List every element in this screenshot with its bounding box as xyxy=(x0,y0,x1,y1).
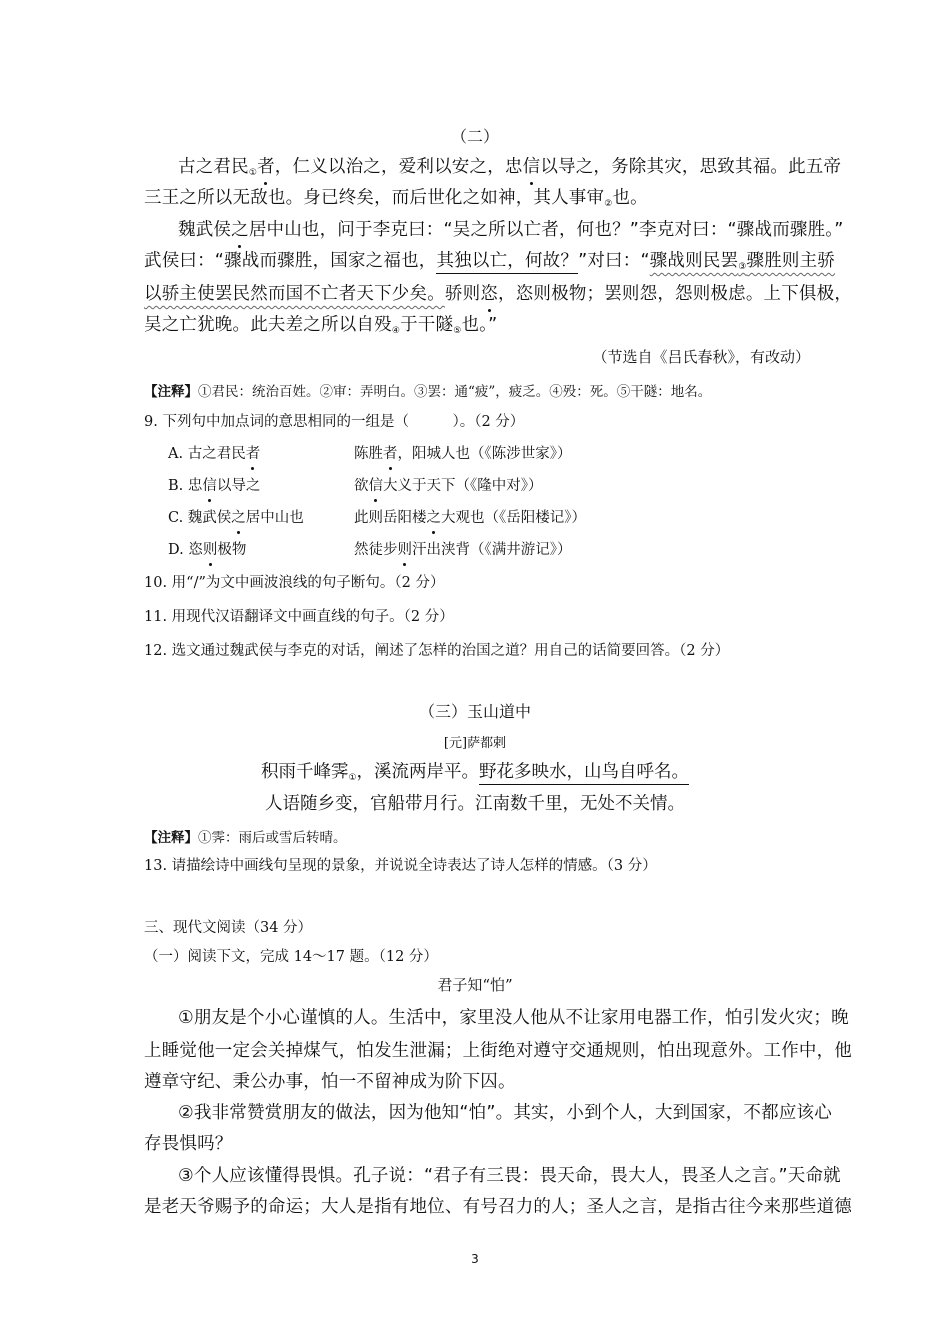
poem-author: [元]萨都剌 xyxy=(443,736,507,751)
paragraph-line: 古之君民$_①$者，仁义以治之，爱利以安之，忠信以导之，务除其灾，思致其福。此五帝 xyxy=(178,153,841,178)
poem-title: （三）玉山道中 xyxy=(418,702,531,721)
paragraph-line: 武侯曰：“骤战而骤胜，国家之福也，其独以亡，何故？”对曰：“骤战则民罢$_③$骤胜则主骄 xyxy=(144,251,835,272)
document-page: （二） 古之君民$_①$者，仁义以治之，爱利以安之，忠信以导之，务除其灾，思致其福。此五帝 三王之所以无敌也。身已终矣，而后世化之如神，其人事审$_②$也。 魏武侯之居中山也，问于李克曰：“吴之所以亡者，何也？”李克对曰：“骤战而骤胜。” 武侯曰：“骤战而骤胜，国家之福也，其独以亡，何故？”对曰：“骤战则民罢$_③$骤胜则主骄 以骄主使罢民然而国不亡者天下少矣。骄则恣，恣则极物；罢则怨，怨则极虑。上下俱极， 吴之亡犹晚。此夫差之所以自殁$_④$于干隧$_⑤$也。” （节选自《吕氏春秋》，有改动） 【注释】①君民：统治百姓。②审：弄明白。③罢：通“疲”，疲乏。④殁：死。⑤干隧：地名。 9. 下列句中加点词的意思相同的一组是（ ）。（2 分） A. 古之君民者 陈胜者，阳城人也（《陈涉世家》） B. 忠信以导之 欲信大义于天下（《隆中对》） C. 魏武侯之居中山也 此则岳阳楼之大观也（《岳阳楼记》） D. 恣则极物 然徒步则汗出浃背（《满井游记》） 10. 用“/”为文中画波浪线的句子断句。（2 分） 11. 用现代汉语翻译文中画直线的句子。（2 分） 12. 选文通过魏武侯与李克的对话，阐述了怎样的治国之道？用自己的话简要回答。（2 分） （三）玉山道中 [元]萨都剌 积雨千峰霁$_①$，溪流两岸平。野花多映水，山鸟自呼名。 人语随乡变，官船带月行。江南数千里，无处不关情。 【注释】①霁：雨后或雪后转晴。 13. 请描绘诗中画线句呈现的景象，并说说全诗表达了诗人怎样的情感。（3 分） 三、现代文阅读（34 分） （一）阅读下文，完成 14～17 题。（12 分） 君子知“怕” ①朋友是个小心谨慎的人。生活中，家里没人他从不让家用电器工作，怕引发火灾；晚 上睡觉他一定会关掉煤气，怕发生泄漏；上街绝对遵守交通规则，怕出现意外。工作中，他 遵章守纪、秉公办事，怕一不留神成为阶下囚。 ②我非常赞赏朋友的做法，因为他知“怕”。其实，小到个人，大到国家，不都应该心 存畏惧吗？ ③个人应该懂得畏惧。孔子说：“君子有三畏：畏天命，畏大人，畏圣人之言。”天命就 是老天爷赐予的命运；大人是指有地位、有号召力的人；圣人之言，是指古往今来那些道德 3 xyxy=(0,0,950,1344)
question-11: 11. 用现代汉语翻译文中画直线的句子。（2 分） xyxy=(144,609,454,625)
annotation-note: 【注释】①君民：统治百姓。②审：弄明白。③罢：通“疲”，疲乏。④殁：死。⑤干隧：地名。 xyxy=(144,384,712,400)
paragraph-line: ③个人应该懂得畏惧。孔子说：“君子有三畏：畏天命，畏大人，畏圣人之言。”天命就 xyxy=(178,1166,841,1186)
wavy-underlined-sentence: 以骄主使罢民然而国不亡者天下少矣。 xyxy=(144,284,445,304)
underlined-sentence: 其独以亡，何故？ xyxy=(436,251,578,274)
paragraph-line: 吴之亡犹晚。此夫差之所以自殁$_④$于干隧$_⑤$也。” xyxy=(144,315,498,336)
question-10: 10. 用“/”为文中画波浪线的句子断句。（2 分） xyxy=(144,575,445,591)
question-13: 13. 请描绘诗中画线句呈现的景象，并说说全诗表达了诗人怎样的情感。（3 分） xyxy=(144,858,657,874)
underlined-poem-line: 野花多映水，山鸟自呼名。 xyxy=(479,762,689,785)
paragraph-line: 上睡觉他一定会关掉煤气，怕发生泄漏；上街绝对遵守交通规则，怕出现意外。工作中，他 xyxy=(144,1041,852,1061)
paragraph-line: 魏武侯之居中山也，问于李克曰：“吴之所以亡者，何也？”李克对曰：“骤战而骤胜。” xyxy=(178,216,844,241)
paragraph-line: ②我非常赞赏朋友的做法，因为他知“怕”。其实，小到个人，大到国家，不都应该心 xyxy=(178,1103,832,1123)
part-subheading: （一）阅读下文，完成 14～17 题。（12 分） xyxy=(144,949,438,965)
article-title: 君子知“怕” xyxy=(437,976,513,994)
annotation-note: 【注释】①霁：雨后或雪后转晴。 xyxy=(144,830,347,846)
wavy-underlined-sentence: 骤战则民罢$_③$骤胜则主骄 xyxy=(649,251,835,272)
section-heading: （二） xyxy=(450,127,499,146)
paragraph-line: 以骄主使罢民然而国不亡者天下少矣。骄则恣，恣则极物；罢则怨，怨则极虑。上下俱极， xyxy=(144,280,852,305)
poem-line: 人语随乡变，官船带月行。江南数千里，无处不关情。 xyxy=(265,794,685,814)
question-12: 12. 选文通过魏武侯与李克的对话，阐述了怎样的治国之道？用自己的话简要回答。（2 分） xyxy=(144,643,730,659)
part-heading: 三、现代文阅读（34 分） xyxy=(144,920,313,936)
page-number: 3 xyxy=(471,1252,479,1266)
source-citation: （节选自《吕氏春秋》，有改动） xyxy=(592,348,810,366)
question-9-stem: 9. 下列句中加点词的意思相同的一组是（ ）。（2 分） xyxy=(144,414,525,430)
paragraph-line: 三王之所以无敌也。身已终矣，而后世化之如神，其人事审$_②$也。 xyxy=(144,188,648,209)
paragraph-line: ①朋友是个小心谨慎的人。生活中，家里没人他从不让家用电器工作，怕引发火灾；晚 xyxy=(178,1008,849,1028)
paragraph-line: 存畏惧吗？ xyxy=(144,1134,233,1154)
paragraph-line: 遵章守纪、秉公办事，怕一不留神成为阶下囚。 xyxy=(144,1072,516,1092)
poem-line: 积雨千峰霁$_①$，溪流两岸平。野花多映水，山鸟自呼名。 xyxy=(260,762,690,783)
paragraph-line: 是老天爷赐予的命运；大人是指有地位、有号召力的人；圣人之言，是指古往今来那些道德 xyxy=(144,1197,852,1217)
